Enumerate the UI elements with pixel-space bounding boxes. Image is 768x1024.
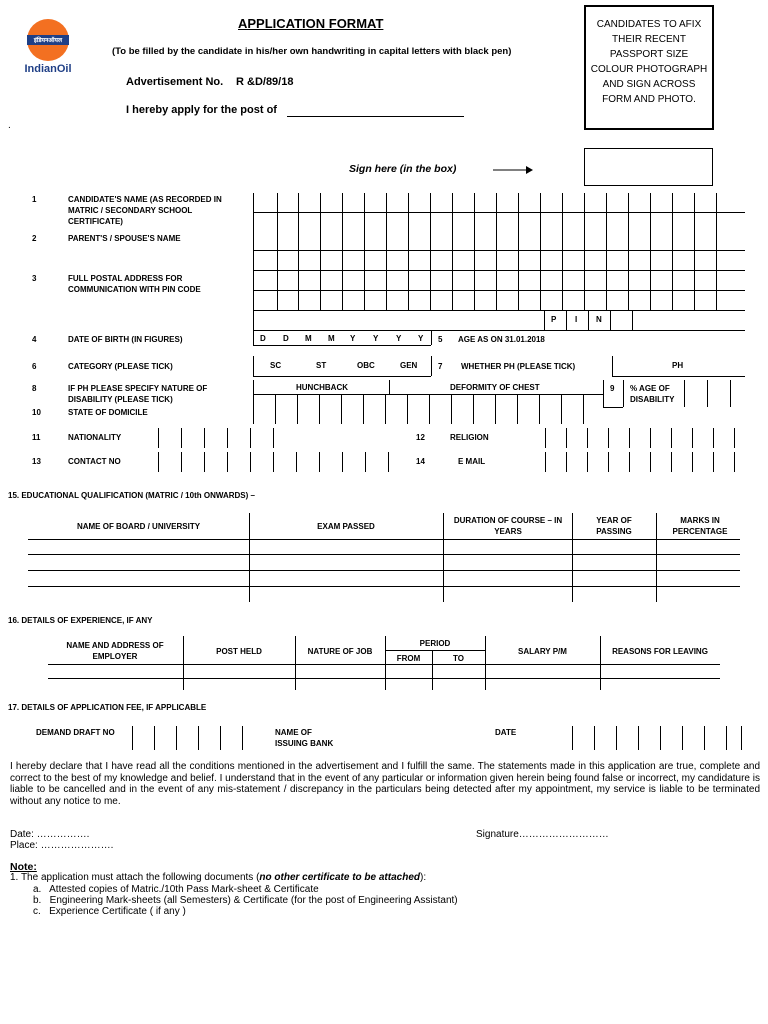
note-1-pre: 1. The application must attach the following documents ( — [10, 872, 260, 883]
note-1-post: ): — [420, 872, 427, 883]
logo — [22, 17, 74, 77]
date-field[interactable]: Date: ……………. — [10, 829, 90, 840]
dob-letter: M — [328, 334, 335, 343]
subtitle: (To be filled by the candidate in his/her own handwriting in capital letters with black pen) — [112, 46, 512, 57]
field-9-label: % AGE OF DISABILITY — [630, 384, 675, 404]
dob-letter: Y — [350, 334, 356, 343]
photo-box[interactable] — [584, 5, 714, 130]
field-14-no: 14 — [416, 457, 425, 466]
fee-dd-label: DEMAND DRAFT NO — [36, 728, 115, 737]
field-5-no: 5 — [438, 335, 443, 344]
field-3-label: FULL POSTAL ADDRESS FOR COMMUNICATION WITH PIN CODE — [68, 274, 201, 294]
sign-box[interactable] — [584, 148, 713, 186]
field-1-no: 1 — [32, 195, 37, 204]
field-11-no: 11 — [32, 433, 41, 442]
logo-emblem-icon — [27, 19, 69, 61]
field-10-label: STATE OF DOMICILE — [68, 408, 148, 417]
note-1 — [10, 872, 426, 883]
edu-col-year: YEAR OF PASSING — [596, 516, 632, 536]
pin-letter: P — [551, 315, 557, 324]
exp-col-from: FROM — [396, 654, 421, 663]
field-11-label: NATIONALITY — [68, 433, 122, 442]
field-6-label: CATEGORY (PLEASE TICK) — [68, 362, 173, 371]
pin-letter: I — [575, 315, 578, 324]
dob-letter: D — [283, 334, 289, 343]
field-2-label: PARENT'S / SPOUSE'S NAME — [68, 234, 181, 243]
education-title: 15. EDUCATIONAL QUALIFICATION (MATRIC / 10th ONWARDS) – — [8, 491, 255, 500]
declaration-text: I hereby declare that I have read all the conditions mentioned in the advertisement and I fulfill the same. The statements made in this application are true, complete and correct to the best of my knowledge and belief. I understand that in the event of any particular or information given herein being found false or incorrect, my candidature is liable to be cancelled and in the event of any mis-statement / discrepancy in the particulars being detected after my appointment, my service is liable to be terminated without any notice to me. — [10, 761, 760, 807]
field-13-no: 13 — [32, 457, 41, 466]
field-9-no: 9 — [610, 384, 615, 393]
field-1-label: CANDIDATE'S NAME (AS RECORDED IN MATRIC / SECONDARY SCHOOL CERTIFICATE) — [68, 195, 222, 226]
sign-here-label: Sign here (in the box) — [349, 163, 457, 175]
field-13-label: CONTACT NO — [68, 457, 121, 466]
ph-option[interactable]: PH — [672, 361, 684, 370]
exp-col-to: TO — [453, 654, 464, 663]
field-8-no: 8 — [32, 384, 37, 393]
field-4-no: 4 — [32, 335, 37, 344]
field-4-label: DATE OF BIRTH (IN FIGURES) — [68, 335, 183, 344]
exp-col-nature: NATURE OF JOB — [307, 647, 373, 656]
note-item: b. Engineering Mark-sheets (all Semesters) & Certificate (for the post of Engineering Assistant) — [33, 895, 458, 906]
category-gen[interactable]: GEN — [400, 361, 418, 370]
field-12-no: 12 — [416, 433, 425, 442]
pin-letter: N — [596, 315, 602, 324]
field-10-no: 10 — [32, 408, 41, 417]
field-7-label: WHETHER PH (PLEASE TICK) — [461, 362, 576, 371]
note-item: a. Attested copies of Matric./10th Pass Mark-sheet & Certificate — [33, 884, 319, 895]
field-7-no: 7 — [438, 362, 443, 371]
exp-col-period: PERIOD — [419, 639, 451, 648]
exp-col-reasons: REASONS FOR LEAVING — [612, 647, 708, 656]
field-8-label: IF PH PLEASE SPECIFY NATURE OF DISABILITY (PLEASE TICK) — [68, 384, 208, 404]
fee-title: 17. DETAILS OF APPLICATION FEE, IF APPLICABLE — [8, 703, 207, 712]
apply-post-label: I hereby apply for the post of — [126, 104, 277, 116]
field-6-no: 6 — [32, 362, 37, 371]
note-item: c. Experience Certificate ( if any ) — [33, 906, 186, 917]
dob-letter: D — [260, 334, 266, 343]
category-obc[interactable]: OBC — [357, 361, 375, 370]
field-12-label: RELIGION — [450, 433, 489, 442]
note-title: Note: — [10, 861, 37, 873]
field-5-label: AGE AS ON 31.01.2018 — [458, 335, 545, 344]
fee-date-label: DATE — [495, 728, 517, 737]
signature-field[interactable]: Signature……………………… — [476, 829, 609, 840]
hunchback-option[interactable]: HUNCHBACK — [296, 383, 348, 392]
dob-letter: Y — [373, 334, 379, 343]
logo-hindi: इंडियनऑयल — [33, 38, 63, 44]
post-input-line[interactable] — [287, 116, 464, 117]
advertisement-no: R &D/89/18 — [236, 76, 294, 88]
category-sc[interactable]: SC — [270, 361, 282, 370]
category-st[interactable]: ST — [316, 361, 327, 370]
ph-divider — [612, 356, 613, 376]
deformity-option[interactable]: DEFORMITY OF CHEST — [450, 383, 540, 392]
page-title: APPLICATION FORMAT — [238, 16, 384, 31]
stray-dot: . — [8, 120, 11, 131]
note-1-emphasis: no other certificate to be attached — [259, 872, 420, 883]
experience-title: 16. DETAILS OF EXPERIENCE, IF ANY — [8, 616, 153, 625]
field-14-label: E MAIL — [458, 457, 486, 466]
dob-letter: M — [305, 334, 312, 343]
ph-line — [612, 376, 745, 377]
advertisement-label: Advertisement No. — [126, 76, 224, 88]
edu-col-exam: EXAM PASSED — [317, 522, 375, 531]
fee-bank-label: NAME OF ISSUING BANK — [275, 728, 334, 748]
exp-col-salary: SALARY P/M — [518, 647, 567, 656]
dob-letter: Y — [396, 334, 402, 343]
field-2-no: 2 — [32, 234, 37, 243]
edu-col-duration: DURATION OF COURSE – IN YEARS — [453, 516, 563, 536]
photo-instruction: CANDIDATES TO AFIX THEIR RECENT PASSPORT SIZE COLOUR PHOTOGRAPH AND SIGN ACROSS FORM AND PHOTO. — [590, 19, 708, 105]
edu-col-marks: MARKS IN PERCENTAGE — [672, 516, 728, 536]
logo-text: IndianOil — [24, 63, 72, 75]
exp-col-post: POST HELD — [216, 647, 262, 656]
arrow-right-icon — [493, 163, 533, 175]
edu-col-board: NAME OF BOARD / UNIVERSITY — [76, 522, 201, 531]
dob-letter: Y — [418, 334, 424, 343]
field-3-no: 3 — [32, 274, 37, 283]
exp-col-employer: NAME AND ADDRESS OF EMPLOYER — [66, 641, 164, 661]
place-field[interactable]: Place: …………………. — [10, 840, 114, 851]
